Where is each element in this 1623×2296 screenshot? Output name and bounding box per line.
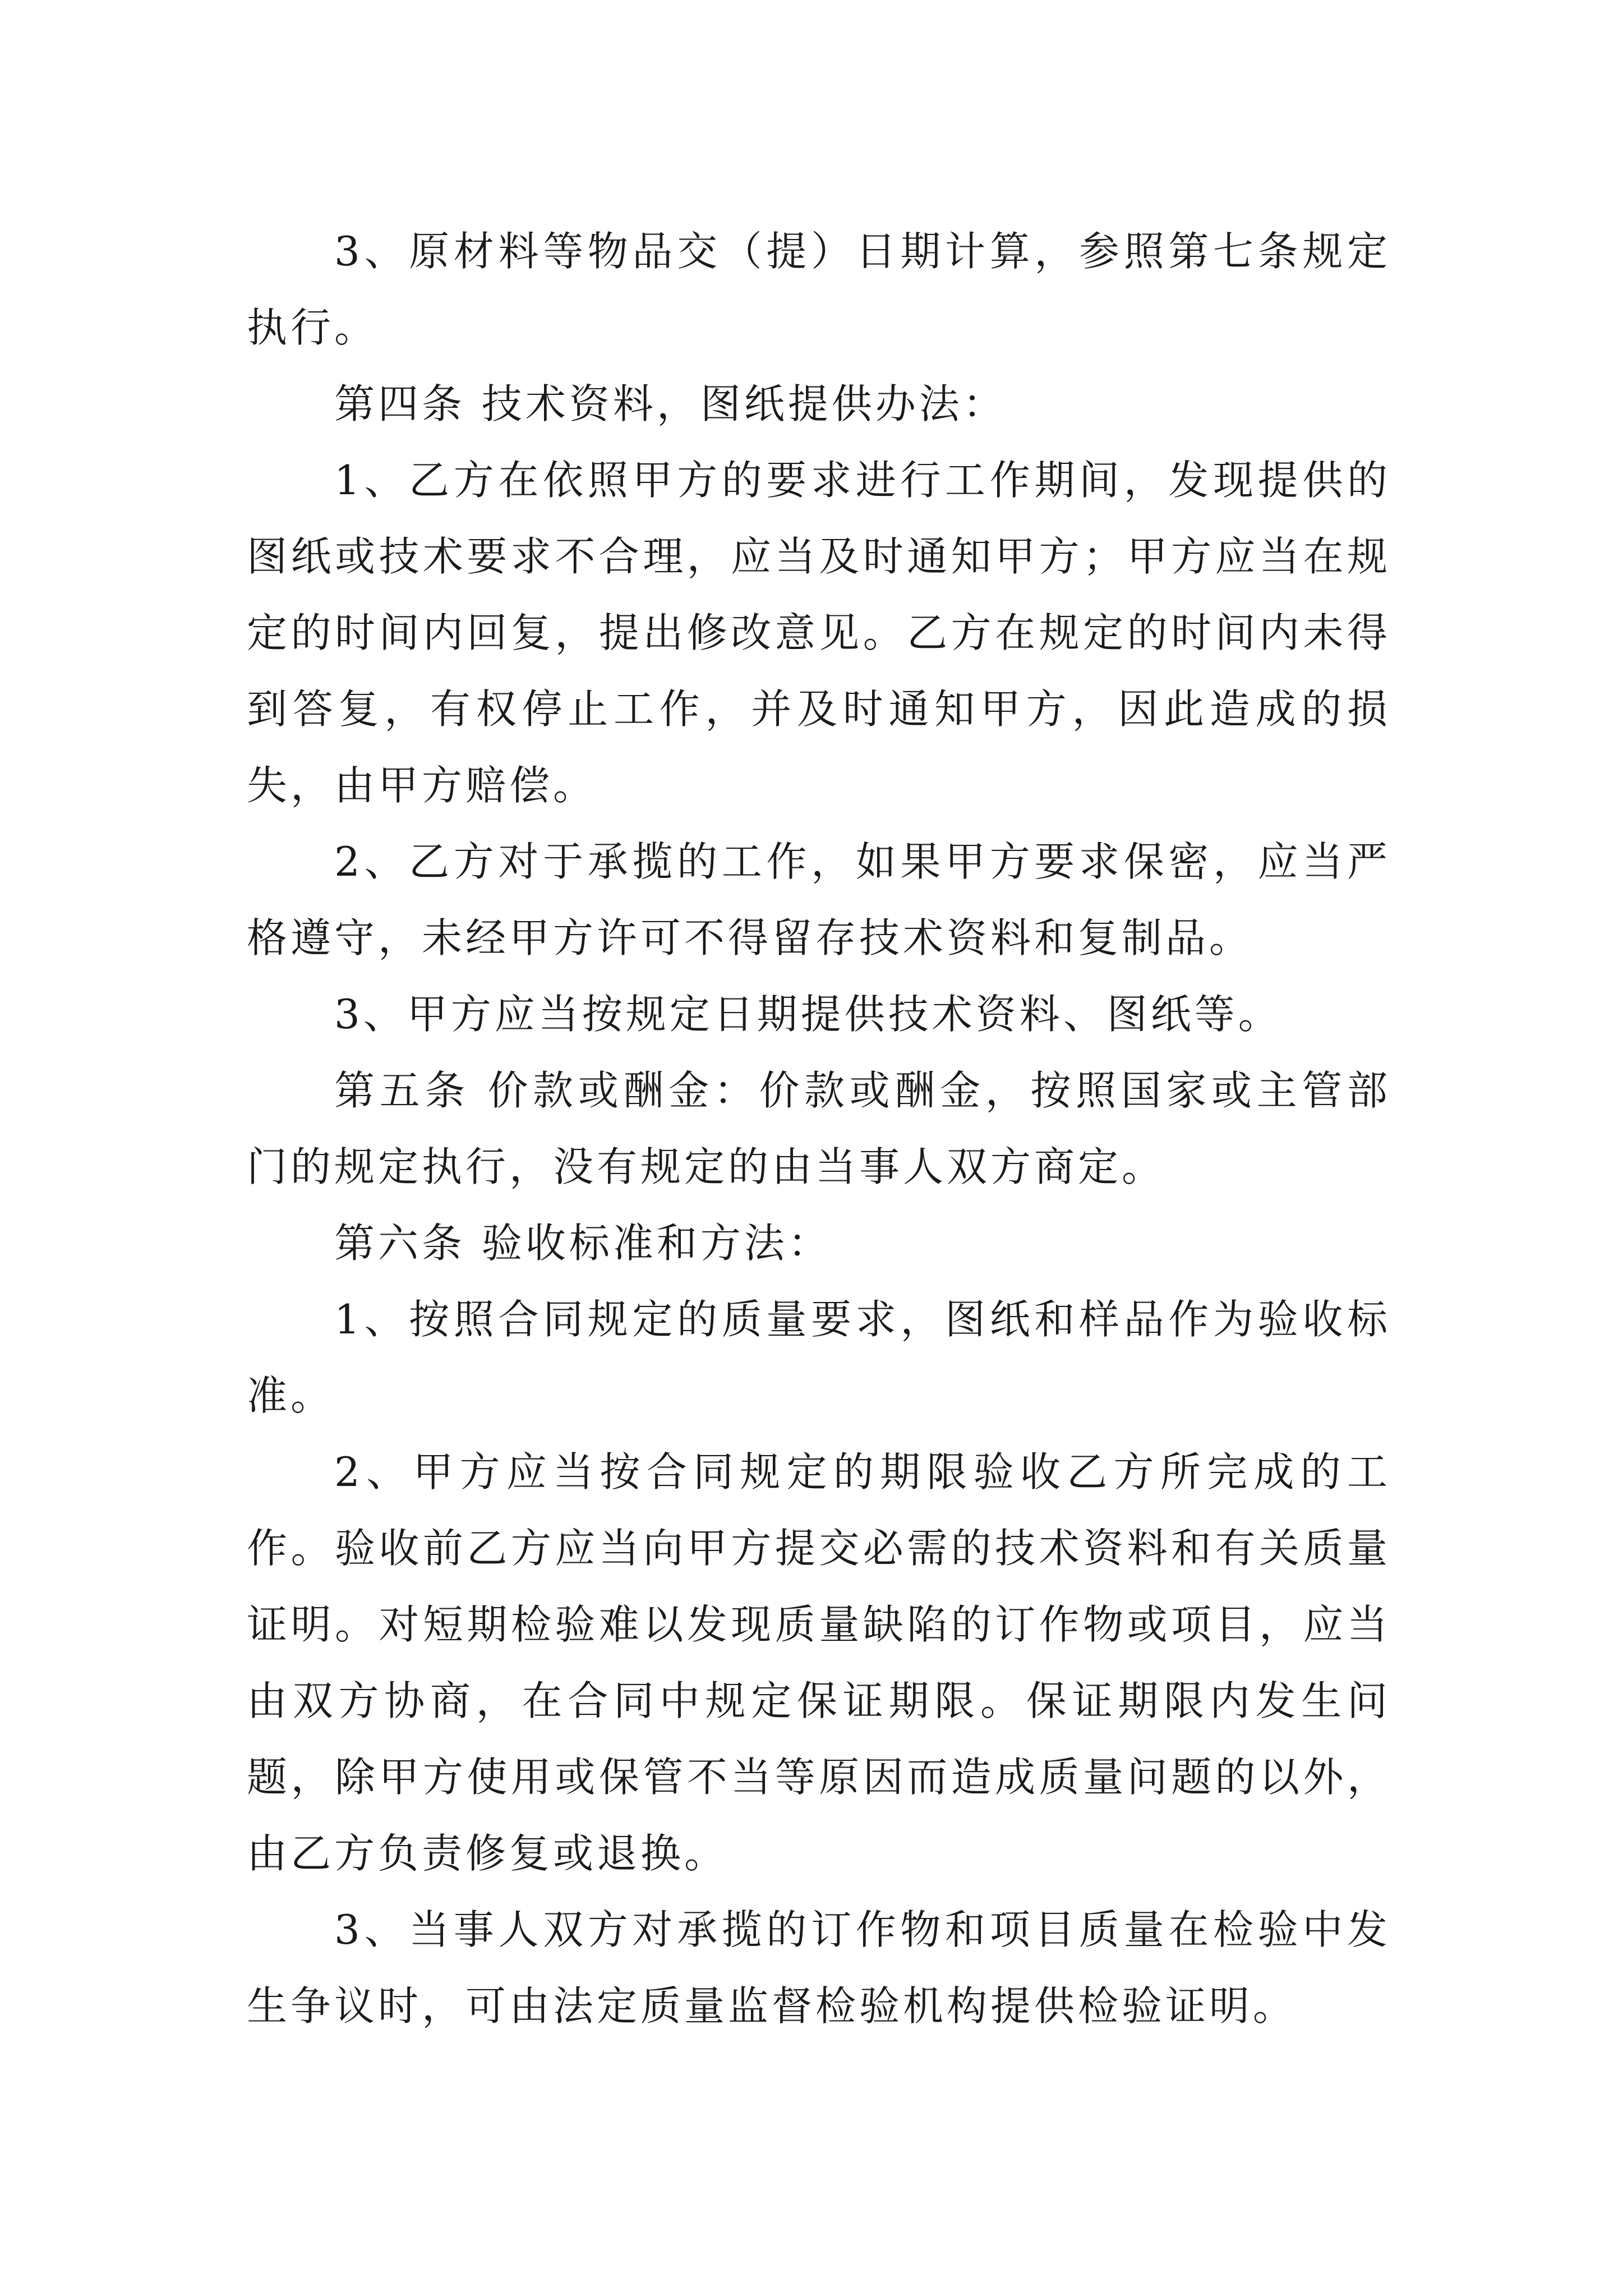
article-5-paragraph: 第五条 价款或酬金：价款或酬金，按照国家或主管部门的规定执行，没有规定的由当事人双方商定。: [247, 1067, 1391, 1190]
paragraph-article-6-item-3: 3、当事人双方对承揽的订作物和项目质量在检验中发生争议时，可由法定质量监督检验机构提供检验证明。: [247, 1906, 1391, 2030]
article-6-heading: 第六条 验收标准和方法：: [334, 1220, 832, 1267]
document-body: [247, 213, 1391, 2044]
paragraph-article-4-item-2: 2、乙方对于承揽的工作，如果甲方要求保密，应当严格遵守，未经甲方许可不得留存技术资料和复制品。: [247, 838, 1391, 961]
paragraph-material-delivery-date: 3、原材料等物品交（提）日期计算，参照第七条规定执行。: [247, 228, 1391, 351]
paragraph-article-6-item-2: 2、甲方应当按合同规定的期限验收乙方所完成的工作。验收前乙方应当向甲方提交必需的技术资料和有关质量证明。对短期检验难以发现质量缺陷的订作物或项目，应当由双方协商，在合同中规定保证期限。保证期限内发生问题，除甲方使用或保管不当等原因而造成质量问题的以外，由乙方负责修复或退换。: [247, 1448, 1391, 1877]
paragraph-article-4-item-1: 1、乙方在依照甲方的要求进行工作期间，发现提供的图纸或技术要求不合理，应当及时通知甲方；甲方应当在规定的时间内回复，提出修改意见。乙方在规定的时间内未得到答复，有权停止工作，并及时通知甲方，因此造成的损失，由甲方赔偿。: [247, 457, 1391, 809]
paragraph-article-6-item-1: 1、按照合同规定的质量要求，图纸和样品作为验收标准。: [247, 1296, 1391, 1419]
paragraph-article-4-item-3: 3、甲方应当按规定日期提供技术资料、图纸等。: [334, 991, 1282, 1038]
article-4-heading: 第四条 技术资料，图纸提供办法：: [334, 380, 1007, 427]
